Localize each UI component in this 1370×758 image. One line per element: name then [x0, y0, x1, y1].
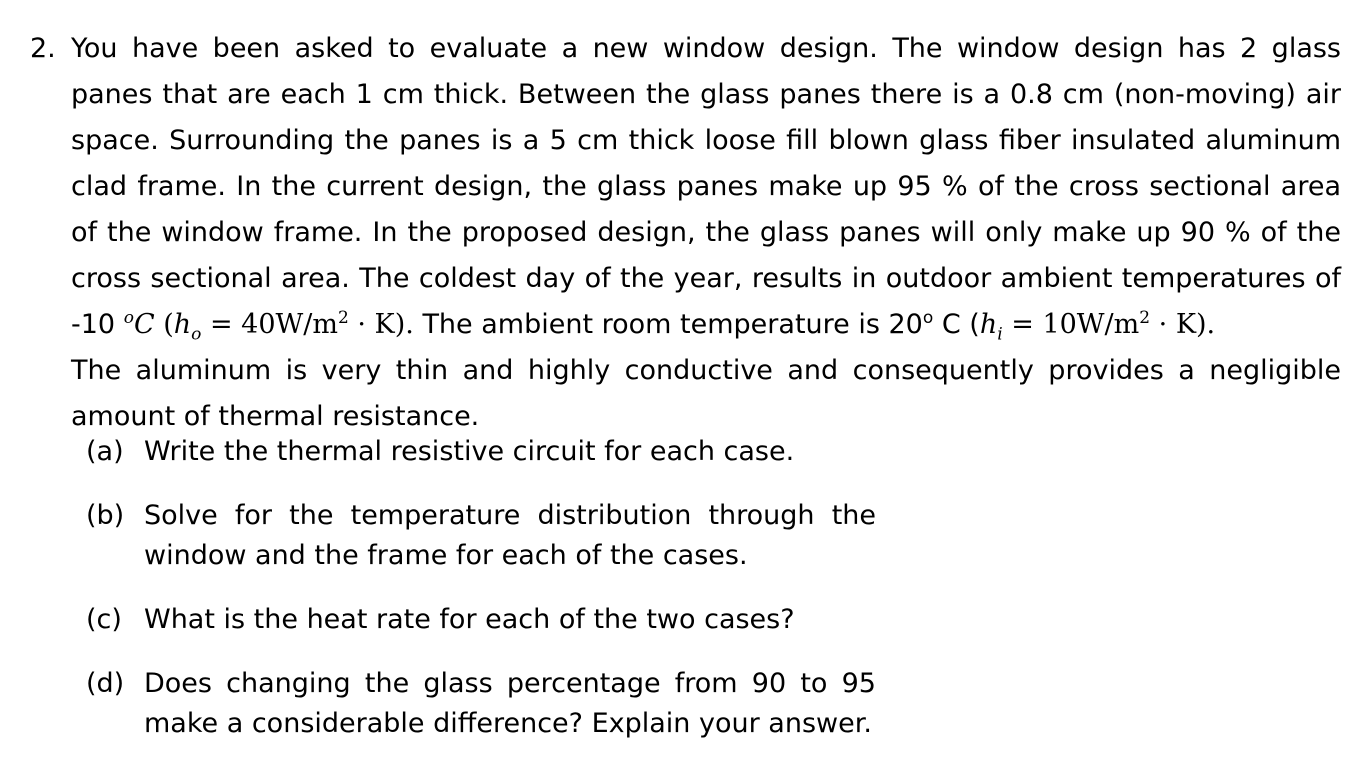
h-i-unit-tail: · K).	[1150, 309, 1216, 340]
sub-question-text	[144, 600, 886, 640]
sub-question-text	[144, 496, 876, 576]
h-i-value: = 10W/m	[1002, 309, 1140, 340]
h-o-variable: h	[173, 309, 192, 340]
sub-questions	[86, 432, 886, 744]
statement-line: The aluminum is very thin and highly conductive and consequently provides a negligible	[71, 355, 1341, 386]
sub-question-line: Write the thermal resistive circuit for each case.	[144, 436, 795, 467]
sub-question-text	[144, 664, 876, 744]
temperature-conditions-line	[71, 302, 1341, 348]
sub-question-a	[86, 432, 886, 472]
room-temp-text: The ambient room temperature is 20	[413, 309, 923, 340]
statement-line: of the window frame. In the proposed design, the glass panes will only make up 90 % of the	[71, 217, 1341, 248]
degree-symbol: o	[123, 308, 134, 328]
statement-line: amount of thermal resistance.	[71, 401, 480, 432]
statement-line: You have been asked to evaluate a new window design. The window design has 2 glass	[71, 33, 1341, 64]
problem-number: 2.	[30, 33, 56, 64]
h-o-unit-tail: · K).	[348, 309, 414, 340]
h-i-subscript: i	[997, 324, 1003, 345]
sub-question-line: window and the frame for each of the cases.	[144, 540, 748, 571]
sub-question-line: What is the heat rate for each of the two cases?	[144, 604, 795, 635]
sub-question-label: (a)	[86, 436, 124, 467]
statement-line: panes that are each 1 cm thick. Between the glass panes there is a 0.8 cm (non-moving) air	[71, 79, 1341, 110]
h-o-value: = 40W/m	[201, 309, 338, 340]
statement-line: space. Surrounding the panes is a 5 cm thick loose fill blown glass fiber insulated aluminum	[71, 125, 1341, 156]
sub-question-line: make a considerable difference? Explain your answer.	[144, 708, 872, 739]
degree-symbol-2: o	[922, 308, 934, 328]
h-i-exponent: 2	[1139, 308, 1151, 328]
statement-line: clad frame. In the current design, the glass panes make up 95 % of the cross sectional area	[71, 171, 1341, 202]
paren: (	[154, 309, 174, 340]
sub-question-label: (d)	[86, 668, 125, 699]
sub-question-text	[144, 432, 886, 472]
problem-statement	[71, 26, 1341, 440]
outdoor-temp: -10	[71, 309, 124, 340]
h-o-subscript: o	[191, 324, 202, 345]
sub-question-c	[86, 600, 886, 640]
sub-question-d	[86, 664, 886, 744]
sub-question-b	[86, 496, 886, 576]
h-i-variable: h	[979, 309, 998, 340]
celsius-unit-2: C (	[933, 309, 980, 340]
sub-question-label: (c)	[86, 604, 122, 635]
statement-line: cross sectional area. The coldest day of the year, results in outdoor ambient temperatures of	[71, 263, 1341, 294]
h-o-exponent: 2	[337, 308, 349, 328]
sub-question-line: Does changing the glass percentage from 90 to 95	[144, 668, 876, 699]
sub-question-label: (b)	[86, 500, 125, 531]
sub-question-line: Solve for the temperature distribution through the	[144, 500, 876, 531]
celsius-unit: C	[133, 309, 155, 340]
